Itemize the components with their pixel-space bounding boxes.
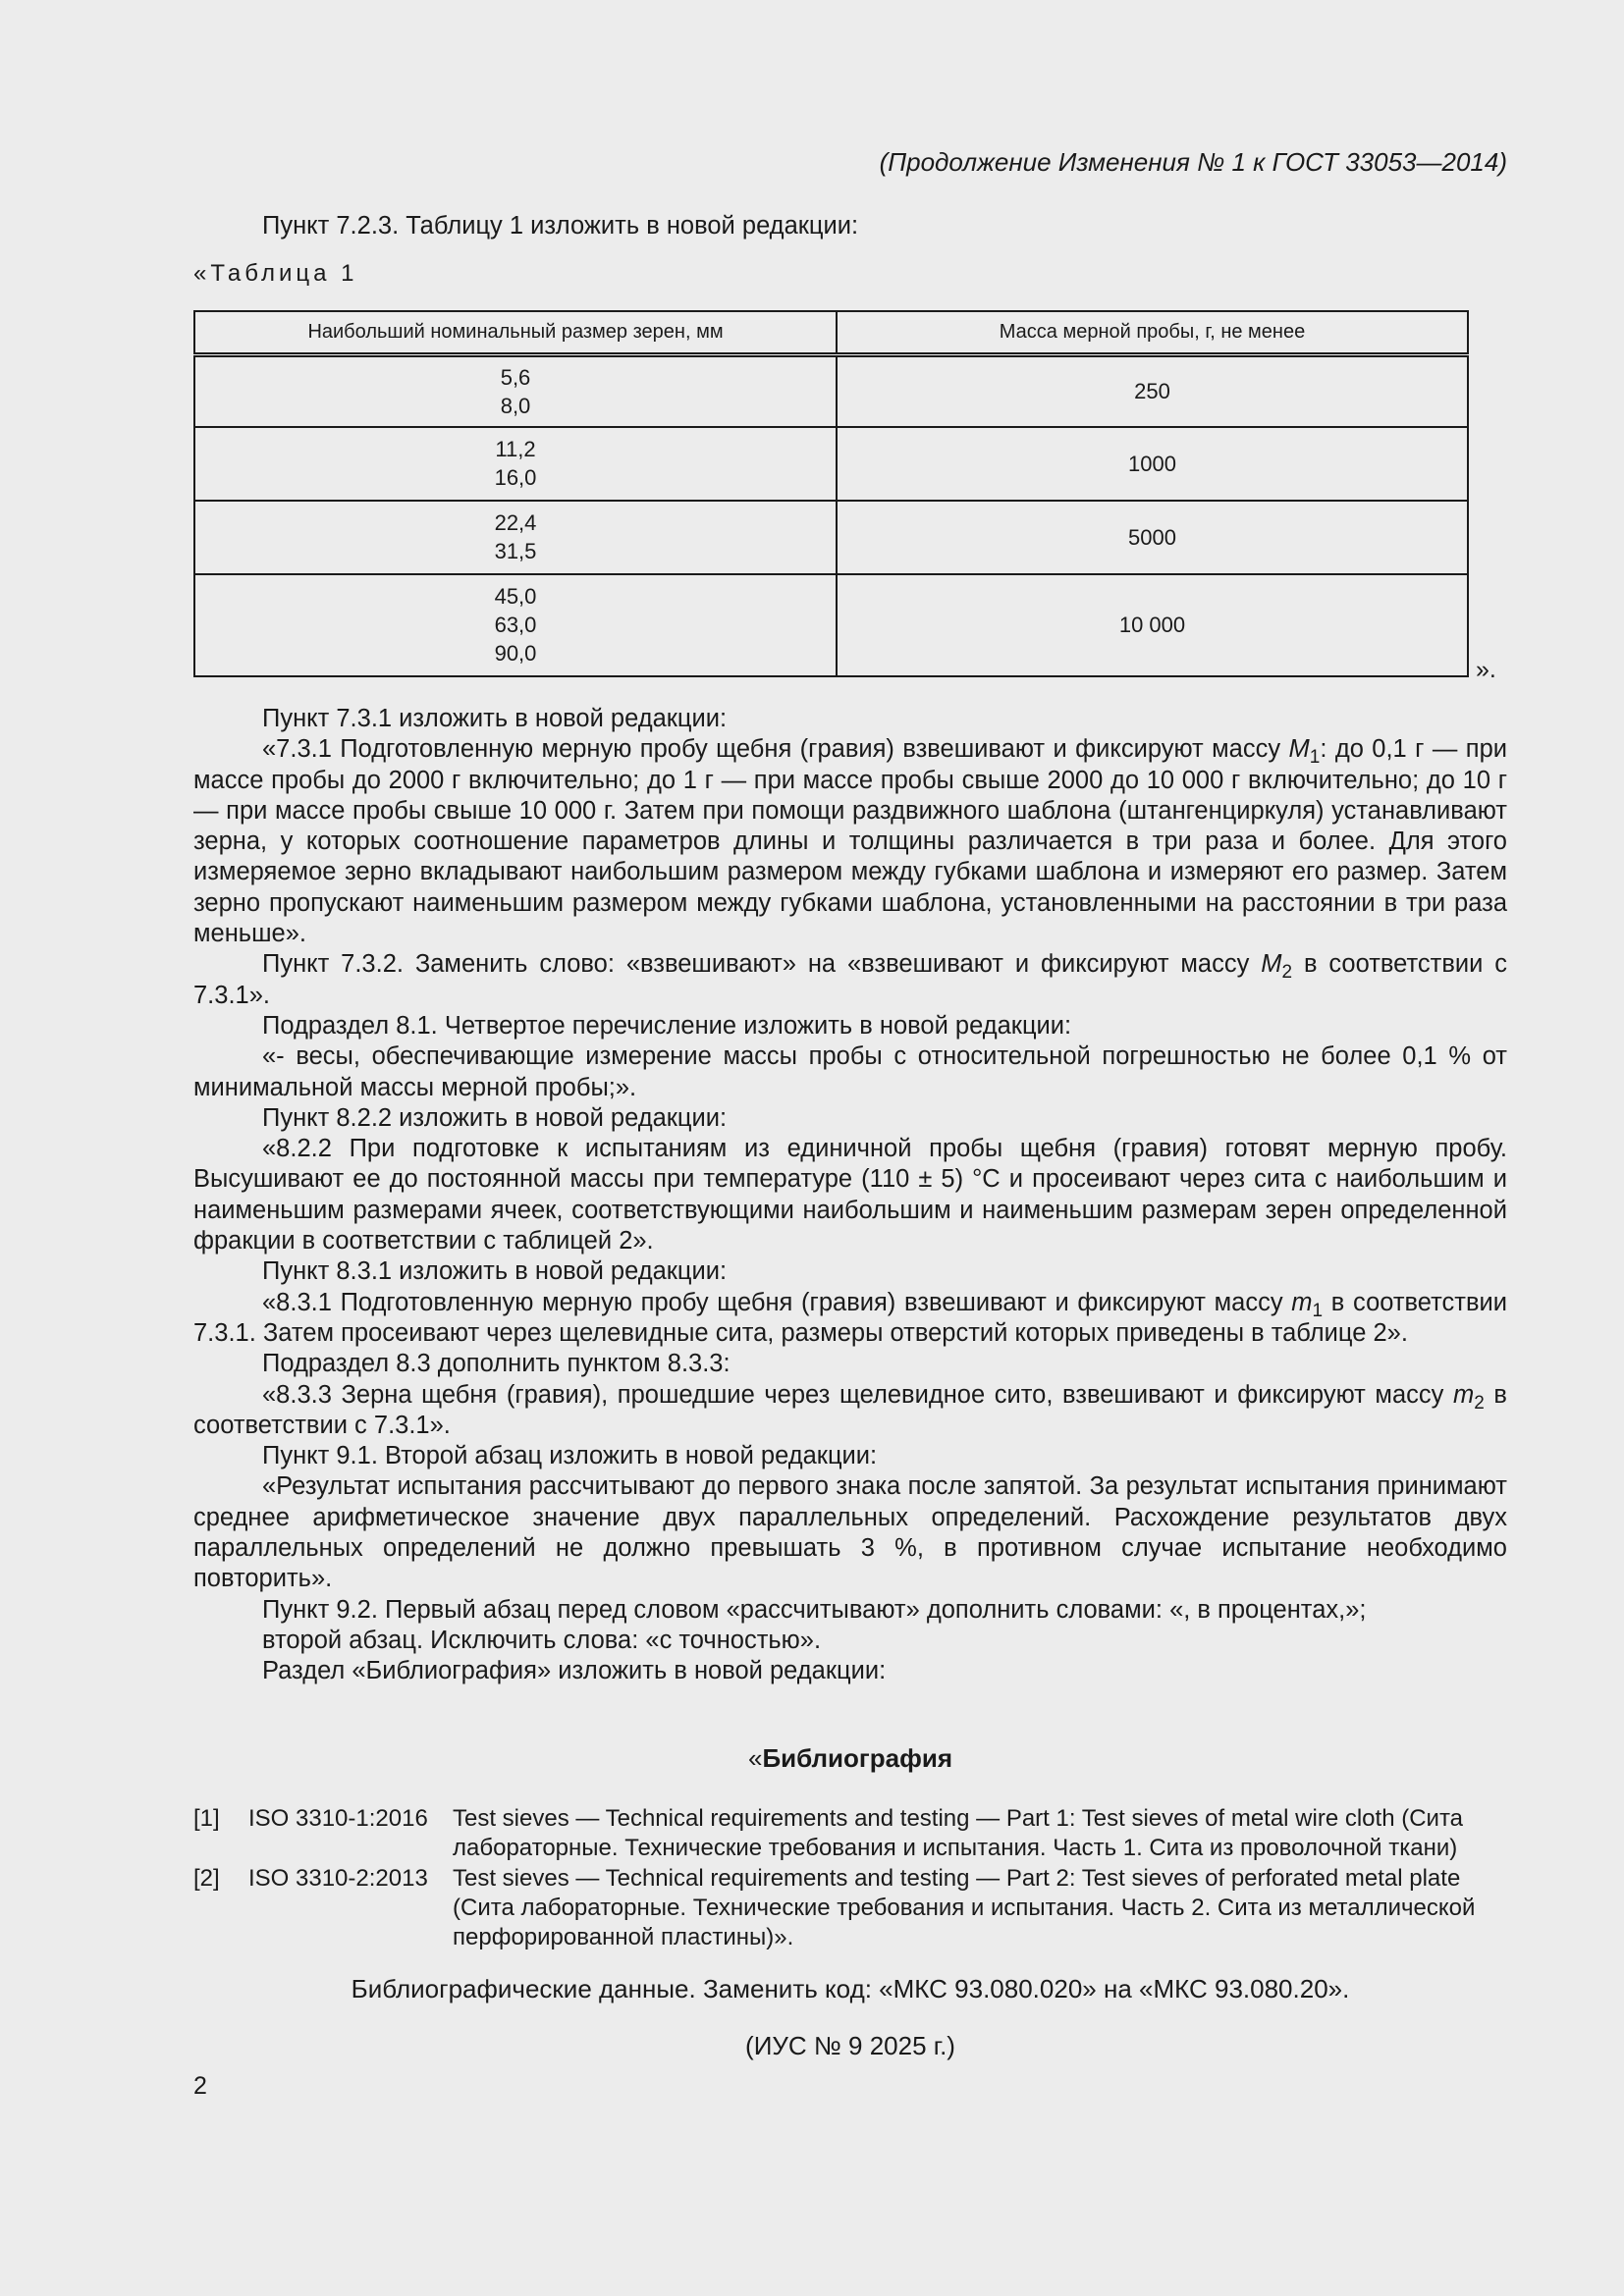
table-row [194, 355, 1468, 427]
bibliographic-data-note: Библиографические данные. Заменить код: «МКС 93.080.020» на «МКС 93.080.20». [351, 1974, 1350, 2003]
paragraph-831-text: «8.3.1 Подготовленную мерную пробу щебня (гравия) взвешивают и фиксируют массу $m_1$ в соответствии 7.3.1. Затем просеивают через щелевидные сита, размеры отверстий которых приведены в таблице 2». [193, 1288, 1507, 1347]
paragraph-731-heading: Пункт 7.3.1 изложить в новой редакции: [262, 705, 728, 732]
table-row [194, 574, 1468, 676]
table-cell-sizes: 45,0 63,0 90,0 [194, 574, 837, 676]
bibliography-number: [2] [193, 1865, 220, 1892]
table-caption: «Таблица 1 [193, 260, 358, 287]
column-header-size: Наибольший номинальный размер зерен, мм [194, 311, 837, 355]
table-cell-mass: 250 [837, 355, 1468, 427]
table-cell-mass: 1000 [837, 427, 1468, 501]
page-number: 2 [193, 2072, 207, 2100]
paragraph-92-a: Пункт 9.2. Первый абзац перед словом «рассчитывают» дополнить словами: «, в процентах,»; [262, 1595, 1367, 1624]
paragraph-822-text: «8.2.2 При подготовке к испытаниям из единичной пробы щебня (гравия) готовят мерную пробу. Высушивают ее до постоянной массы при температуре (110 ± 5) °С и просеивают через сита с наибольшим и наименьшим размерами ячеек, соответствующими наибольшим и наименьшим размерам зерен определенной фракции в соответствии с таблицей 2». [193, 1135, 1507, 1255]
bibliography-code: ISO 3310-2:2013 [248, 1865, 428, 1892]
paragraph-bibliography-heading: Раздел «Библиография» изложить в новой редакции: [262, 1657, 887, 1685]
table-row [194, 427, 1468, 501]
paragraph-91-heading: Пункт 9.1. Второй абзац изложить в новой редакции: [262, 1442, 878, 1470]
table-cell-sizes: 5,6 8,0 [194, 355, 837, 427]
table-header-row [194, 311, 1468, 355]
paragraph-81-text: «- весы, обеспечивающие измерение массы пробы с относительной погрешностью не более 0,1 % от минимальной массы мерной пробы;». [193, 1042, 1507, 1101]
table-cell-mass: 10 000 [837, 574, 1468, 676]
table-cell-mass: 5000 [837, 501, 1468, 574]
paragraph-833-text: «8.3.3 Зерна щебня (гравия), прошедшие через щелевидное сито, взвешивают и фиксируют массу $m_2$ в соответствии с 7.3.1». [193, 1380, 1507, 1439]
table-end-mark: ». [1476, 656, 1496, 683]
bibliography-number: [1] [193, 1805, 220, 1832]
ius-reference: (ИУС № 9 2025 г.) [745, 2031, 955, 2060]
paragraph-732: Пункт 7.3.2. Заменить слово: «взвешивают» на «взвешивают и фиксируют массу $M_2$ в соответствии с 7.3.1». [193, 950, 1507, 1009]
bibliography-title: «Библиография [747, 1743, 952, 1773]
column-header-mass: Масса мерной пробы, г, не менее [837, 311, 1468, 355]
bibliography-text: Test sieves — Technical requirements and testing — Part 2: Test sieves of perforated metal plate (Сита лабораторные. Технические требования и испытания. Часть 2. Сита из металлической перфорированной пластины)». [453, 1865, 1476, 1950]
bibliography-text: Test sieves — Technical requirements and testing — Part 1: Test sieves of metal wire cloth (Сита лабораторные. Технические требования и испытания. Часть 1. Сита из проволочной ткани) [453, 1805, 1464, 1861]
table-cell-sizes: 22,4 31,5 [194, 501, 837, 574]
paragraph-731-text: «7.3.1 Подготовленную мерную пробу щебня (гравия) взвешивают и фиксируют массу $M_1$: до 0,1 г — при массе пробы до 2000 г включительно; до 1 г — при массе пробы свыше 2000 до 10 000 г включительно; до 10 г — при массе пробы свыше 10 000 г. Затем при помощи раздвижного шаблона (штангенциркуля) устанавливают зерна, у которых соотношение параметров длины и толщины различается в три раза и более. Для этого измеряемое зерно вкладывают наибольшим размером между губками шаблона и измеряют его размер. Затем зерно пропускают наименьшим размером между губками шаблона, установленными на расстоянии в три раза меньше». [193, 735, 1507, 948]
paragraph-831-heading: Пункт 8.3.1 изложить в новой редакции: [262, 1257, 728, 1286]
paragraph-822-heading: Пункт 8.2.2 изложить в новой редакции: [262, 1103, 728, 1132]
bibliography-list [193, 1804, 1507, 1953]
bibliography-item [193, 1864, 1507, 1952]
page-header: (Продолжение Изменения № 1 к ГОСТ 33053—2014) [879, 147, 1507, 177]
bibliography-item [193, 1804, 1507, 1863]
sieve-mass-table [193, 310, 1469, 677]
bibliography-code: ISO 3310-1:2016 [248, 1805, 428, 1832]
paragraph-81-heading: Подраздел 8.1. Четвертое перечисление изложить в новой редакции: [262, 1011, 1072, 1040]
paragraph-92-b: второй абзац. Исключить слова: «с точностью». [262, 1626, 822, 1654]
intro-paragraph: Пункт 7.2.3. Таблицу 1 изложить в новой редакции: [262, 212, 859, 240]
paragraph-83-heading: Подраздел 8.3 дополнить пунктом 8.3.3: [262, 1350, 731, 1378]
paragraph-91-text: «Результат испытания рассчитывают до первого знака после запятой. За результат испытания принимают среднее арифметическое значение двух параллельных определений. Расхождение результатов двух параллельных определений не должно превышать 3 %, в противном случае испытание необходимо повторить». [193, 1472, 1507, 1593]
table-row [194, 501, 1468, 574]
document-body [193, 704, 1507, 1687]
table-cell-sizes: 11,2 16,0 [194, 427, 837, 501]
